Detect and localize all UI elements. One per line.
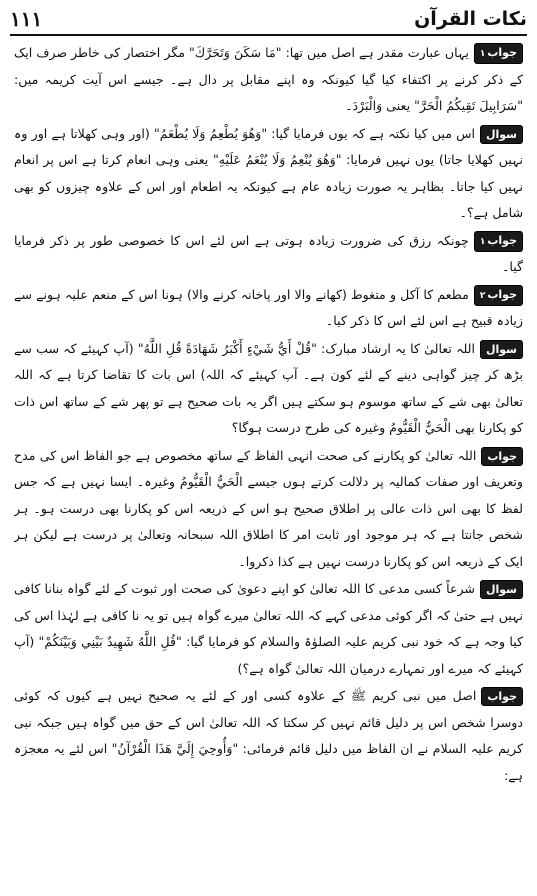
qa-label-text: سوال (485, 583, 517, 596)
qa-label-number: ۱ (479, 49, 486, 59)
qa-label-badge (481, 447, 523, 466)
body-text: اللہ تعالیٰ کو پکارنے کی صحت انہی الفاظ کے ساتھ مخصوص ہے جو الفاظ اس کی مدح وتعریف اور صفات کمالیہ پر دلالت کرتے ہوں جیسے (14, 447, 523, 489)
body-text: یعنی (382, 98, 415, 113)
book-title: نکات القرآن (414, 8, 527, 30)
qa-label-text: جواب (487, 233, 517, 247)
qa-paragraph (14, 121, 523, 227)
body-text: مطعم کا آکل و متغوط (کھانے والا اور پاخانہ کرنے والا) ہونا اس کے منعم علیہ ہونے سے زیادہ قبیح ہے اس لئے اس کا ذکر کیا۔ (14, 286, 523, 328)
qa-label-badge (474, 285, 523, 306)
qa-label-badge (480, 580, 523, 599)
body-text: اس لئے یہ معجزہ ہے: (14, 741, 523, 783)
qa-paragraph (14, 40, 523, 120)
qa-label-number: ۲ (479, 290, 486, 301)
qa-label-badge (480, 340, 523, 359)
quranic-quote: "سَرَابِيلَ تَقِيكُمُ الْحَرَّ" (414, 98, 523, 113)
quranic-quote: "وَهُوَ يُنْعِمُ وَلَا يُنْعَمُ عَلَيْهِ" (212, 152, 342, 167)
qa-label-text: جواب (487, 287, 517, 301)
qa-paragraph (14, 282, 523, 335)
quranic-quote: "مَا سَكَنَ وَتَحَرَّكَ" (189, 45, 282, 60)
body-text: چونکہ رزق کی ضرورت زیادہ ہوتی ہے اس لئے اس کا خصوصی طور پر ذکر فرمایا گیا۔ (14, 232, 523, 274)
body-text: شرعاً کسی مدعی کا اللہ تعالیٰ کو اپنے دعویٰ کی صحت اور ثبوت کے لئے گواہ بنانا کافی نہیں ہے حتیٰ کہ اگر کوئی مدعی کہے کہ اللہ تعالیٰ میرے گواہ ہیں تو یہ نا کافی ہے لہٰذا اس کی کیا وجہ ہے کہ خود نبی کریم علیہ الصلوٰۃ والسلام کو فرمایا گیا: (14, 581, 523, 649)
page-number: ۱۱۱ (10, 7, 43, 31)
qa-label-text: سوال (485, 127, 517, 141)
quranic-quote: الْحَيُّ الْقَيُّومُ (389, 420, 451, 435)
page-body (14, 40, 523, 890)
body-text: مگر اختصار کی خاطر صرف ایک کے ذکر کرنے پر اکتفاء کیا گیا کیونکہ وہ اپنے مقابل پر دال ہے۔ جیسے اس آیت کریمہ میں: (14, 45, 523, 87)
qa-label-text: جواب (487, 46, 518, 59)
qa-paragraph (14, 228, 523, 281)
body-text: وغیرہ کی طرح درست ہوگا؟ (231, 420, 390, 435)
body-text: (اور وہی کھلاتا ہے اور وہ نہیں کھلایا جاتا) یوں نہیں فرمایا: (14, 125, 523, 167)
quranic-quote: "وَهُوَ يُطْعِمُ وَلَا يُطْعَمُ" (154, 125, 268, 141)
body-text: ۔ (345, 98, 353, 113)
body-text: اصل میں نبی کریم ﷺ کے علاوہ کسی اور کے لئے یہ صحیح نہیں ہے کیوں کہ کوئی دوسرا شخص اس پر دلیل قائم نہیں کر سکتا کہ اللہ تعالیٰ اس کے حق میں گواہ ہیں جبکہ نبی کریم علیہ السلام نے ان الفاظ میں دلیل قائم فرمائی: (14, 688, 523, 756)
quranic-quote: "وَأُوحِيَ إِلَيَّ هَذَا الْقُرْآنُ" (111, 741, 239, 756)
qa-label-badge (480, 125, 523, 144)
body-text: یعنی وہی انعام کرتا ہے اس پر انعام نہیں کیا جاتا۔ بظاہر یہ صورت زیادہ عام ہے کیونکہ یہ اطعام اور اس کے علاوہ چیزوں کو بھی شامل ہے؟۔ (14, 152, 523, 220)
body-text: وغیرہ۔ ایسا نہیں ہے کہ جس لفظ کا بھی اس ذات عالی پر اطلاق صحیح ہو اس کے ذریعہ اس کو پکارنا بھی درست ہو۔ ہر شخص جانتا ہے کہ ہر موجود اور ثابت امر کا اطلاق اللہ سبحانہ وتعالیٰ پر درست ہے لیکن ہر ایک کے ذریعہ اس کو پکارنا درست نہیں ہے کذا ذکروا۔ (14, 474, 523, 569)
qa-paragraph (14, 443, 523, 576)
body-text: اللہ تعالیٰ کا یہ ارشاد مبارک: (316, 340, 475, 356)
quranic-quote: وَالْبَرْدَ (352, 98, 383, 113)
qa-paragraph (14, 576, 523, 682)
quranic-quote: "قُلِ اللَّهُ شَهِيدٌ بَيْنِي وَبَيْنَكُمْ" (38, 634, 182, 649)
body-text: (آپ کہیئے کہ سب سے بڑھ کر چیز گواہی دینے کے لئے کون ہے۔ آپ کہیئے کہ اللہ) اس بات کا تقاضا کرتا ہے کہ اللہ تعالیٰ بھی شے کے ساتھ موسوم ہو سکتے ہیں اگر یہ بات صحیح ہے تو پھر شے کے ساتھ اس ذات کو پکارنا بھی (14, 340, 523, 435)
page-header (10, 4, 527, 36)
quranic-quote: الْحَيُّ الْقَيُّومُ (179, 474, 243, 489)
qa-label-number: ۱ (479, 236, 486, 247)
body-text: اس میں کیا نکتہ ہے کہ یوں فرمایا گیا: (267, 125, 475, 141)
qa-label-text: سوال (485, 342, 517, 356)
qa-paragraph (14, 336, 523, 442)
qa-label-badge (481, 687, 523, 706)
qa-label-text: جواب (487, 690, 517, 703)
qa-paragraph (14, 683, 523, 789)
quranic-quote: "قُلْ أَيُّ شَيْءٍ أَكْبَرُ شَهَادَةً قُلِ اللَّهُ" (137, 340, 317, 356)
qa-label-badge (474, 43, 523, 64)
qa-label-text: جواب (487, 449, 517, 463)
body-text: (آپ کہیئے کہ میرے اور تمہارے درمیان اللہ تعالیٰ گواہ ہے؟) (14, 634, 523, 676)
qa-label-badge (474, 231, 523, 252)
body-text: یہاں عبارت مقدر ہے اصل میں تھا: (281, 45, 469, 60)
